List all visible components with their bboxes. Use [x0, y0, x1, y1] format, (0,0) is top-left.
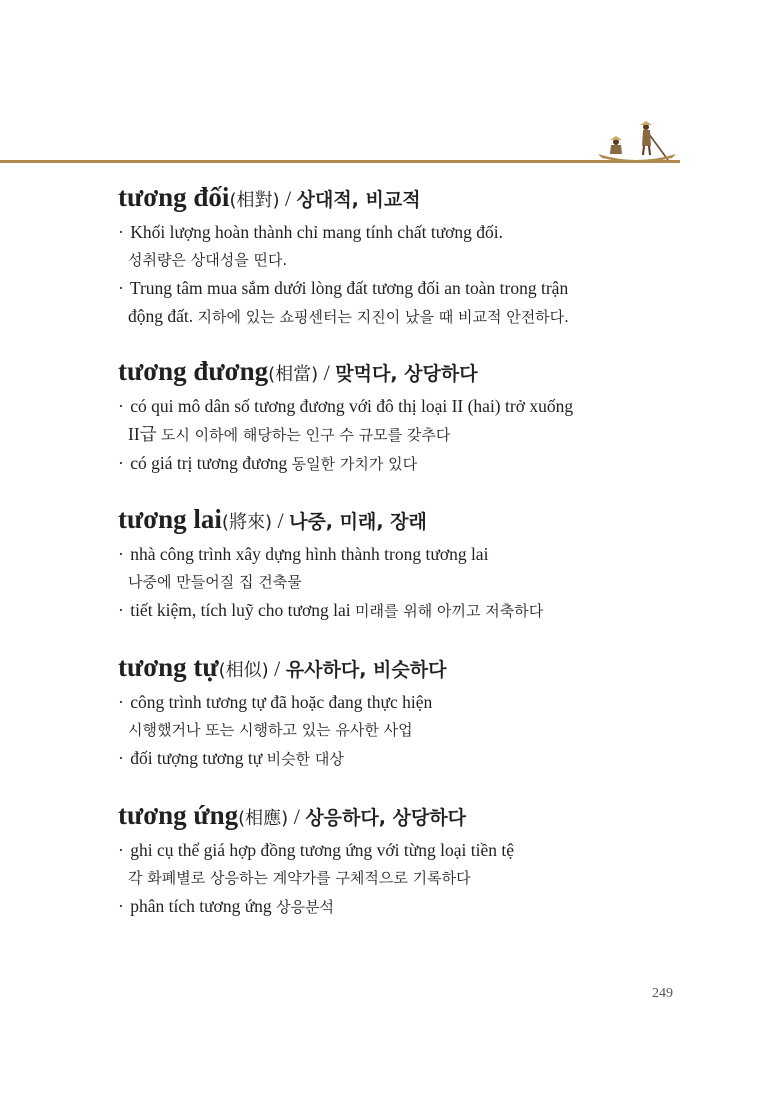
example-vietnamese-continued: động đất. [128, 306, 194, 326]
example-vietnamese: đối tượng tương tự [130, 748, 263, 768]
example-korean: 동일한 가치가 있다 [291, 455, 418, 473]
entry-tuong-ung [118, 798, 698, 921]
korean-meaning: 상대적, 비교적 [296, 189, 421, 211]
headword-line [118, 502, 698, 540]
example-vietnamese-continued: II급 [128, 424, 157, 444]
headword-line [118, 354, 698, 392]
example-korean: 나중에 만들어질 집 건축물 [128, 573, 302, 591]
example-item [118, 688, 698, 744]
example-item [118, 836, 698, 892]
example-korean: 비슷한 대상 [266, 750, 344, 768]
header-rule [0, 160, 680, 163]
bullet: · [118, 453, 124, 473]
entry-tuong-lai [118, 502, 698, 625]
separator: / [271, 508, 290, 533]
example-vietnamese: phân tích tương ứng [130, 896, 272, 916]
example-korean: 시행했거나 또는 시행하고 있는 유사한 사업 [128, 721, 413, 739]
boat-illustration-icon [596, 116, 680, 164]
example-korean: 각 화폐별로 상응하는 계약가를 구체적으로 기록하다 [128, 869, 471, 887]
hanja: (相對) [229, 190, 280, 211]
bullet: · [118, 692, 124, 712]
example-item [118, 218, 698, 274]
headword-line [118, 180, 698, 218]
entry-tuong-doi [118, 180, 698, 331]
separator: / [268, 656, 286, 681]
headword: tương đương [118, 356, 269, 386]
example-vietnamese: nhà công trình xây dựng hình thành trong tương lai [130, 544, 489, 564]
example-vietnamese: ghi cụ thể giá hợp đồng tương ứng với từng loại tiền tệ [130, 840, 515, 860]
example-item [118, 274, 698, 331]
example-item [118, 540, 698, 596]
example-vietnamese: Khối lượng hoàn thành chỉ mang tính chất tương đối. [130, 222, 504, 242]
bullet: · [118, 396, 124, 416]
entry-tuong-tu [118, 650, 698, 773]
separator: / [279, 186, 297, 211]
bullet: · [118, 278, 124, 298]
hanja: (相當) [268, 364, 319, 385]
example-item [118, 449, 698, 478]
example-korean: 성취량은 상대성을 띤다. [128, 251, 288, 269]
example-item [118, 744, 698, 773]
example-vietnamese: có qui mô dân số tương đương với đô thị loại II (hai) trở xuống [130, 396, 574, 416]
bullet: · [118, 600, 124, 620]
headword-line [118, 798, 698, 836]
korean-meaning: 나중, 미래, 장래 [289, 511, 427, 533]
korean-meaning: 맞먹다, 상당하다 [335, 363, 478, 385]
page-number: 249 [652, 986, 673, 1001]
headword: tương ứng [118, 800, 239, 830]
hanja: (相似) [218, 660, 269, 681]
entry-tuong-duong [118, 354, 698, 478]
hanja: (將來) [221, 512, 272, 533]
example-vietnamese: công trình tương tự đã hoặc đang thực hiện [130, 692, 433, 712]
headword: tương lai [118, 504, 222, 534]
headword: tương tự [118, 652, 219, 682]
korean-meaning: 상응하다, 상당하다 [305, 807, 466, 829]
example-item [118, 892, 698, 921]
separator: / [318, 360, 336, 385]
example-item [118, 596, 698, 625]
example-korean: 도시 이하에 해당하는 인구 수 규모를 갖추다 [160, 426, 451, 444]
example-korean: 지하에 있는 쇼핑센터는 지진이 났을 때 비교적 안전하다. [197, 308, 569, 326]
bullet: · [118, 544, 124, 564]
korean-meaning: 유사하다, 비슷하다 [285, 659, 447, 681]
example-vietnamese: tiết kiệm, tích luỹ cho tương lai [130, 600, 351, 620]
headword: tương đối [118, 182, 230, 212]
example-korean: 상응분석 [276, 898, 335, 916]
bullet: · [118, 840, 124, 860]
example-korean: 미래를 위해 아끼고 저축하다 [355, 602, 544, 620]
bullet: · [118, 222, 124, 242]
example-item [118, 392, 698, 449]
headword-line [118, 650, 698, 688]
bullet: · [118, 748, 124, 768]
example-vietnamese: Trung tâm mua sắm dưới lòng đất tương đối an toàn trong trận [129, 278, 569, 298]
example-vietnamese: có giá trị tương đương [130, 453, 288, 473]
separator: / [288, 804, 306, 829]
bullet: · [118, 896, 124, 916]
hanja: (相應) [238, 808, 289, 829]
